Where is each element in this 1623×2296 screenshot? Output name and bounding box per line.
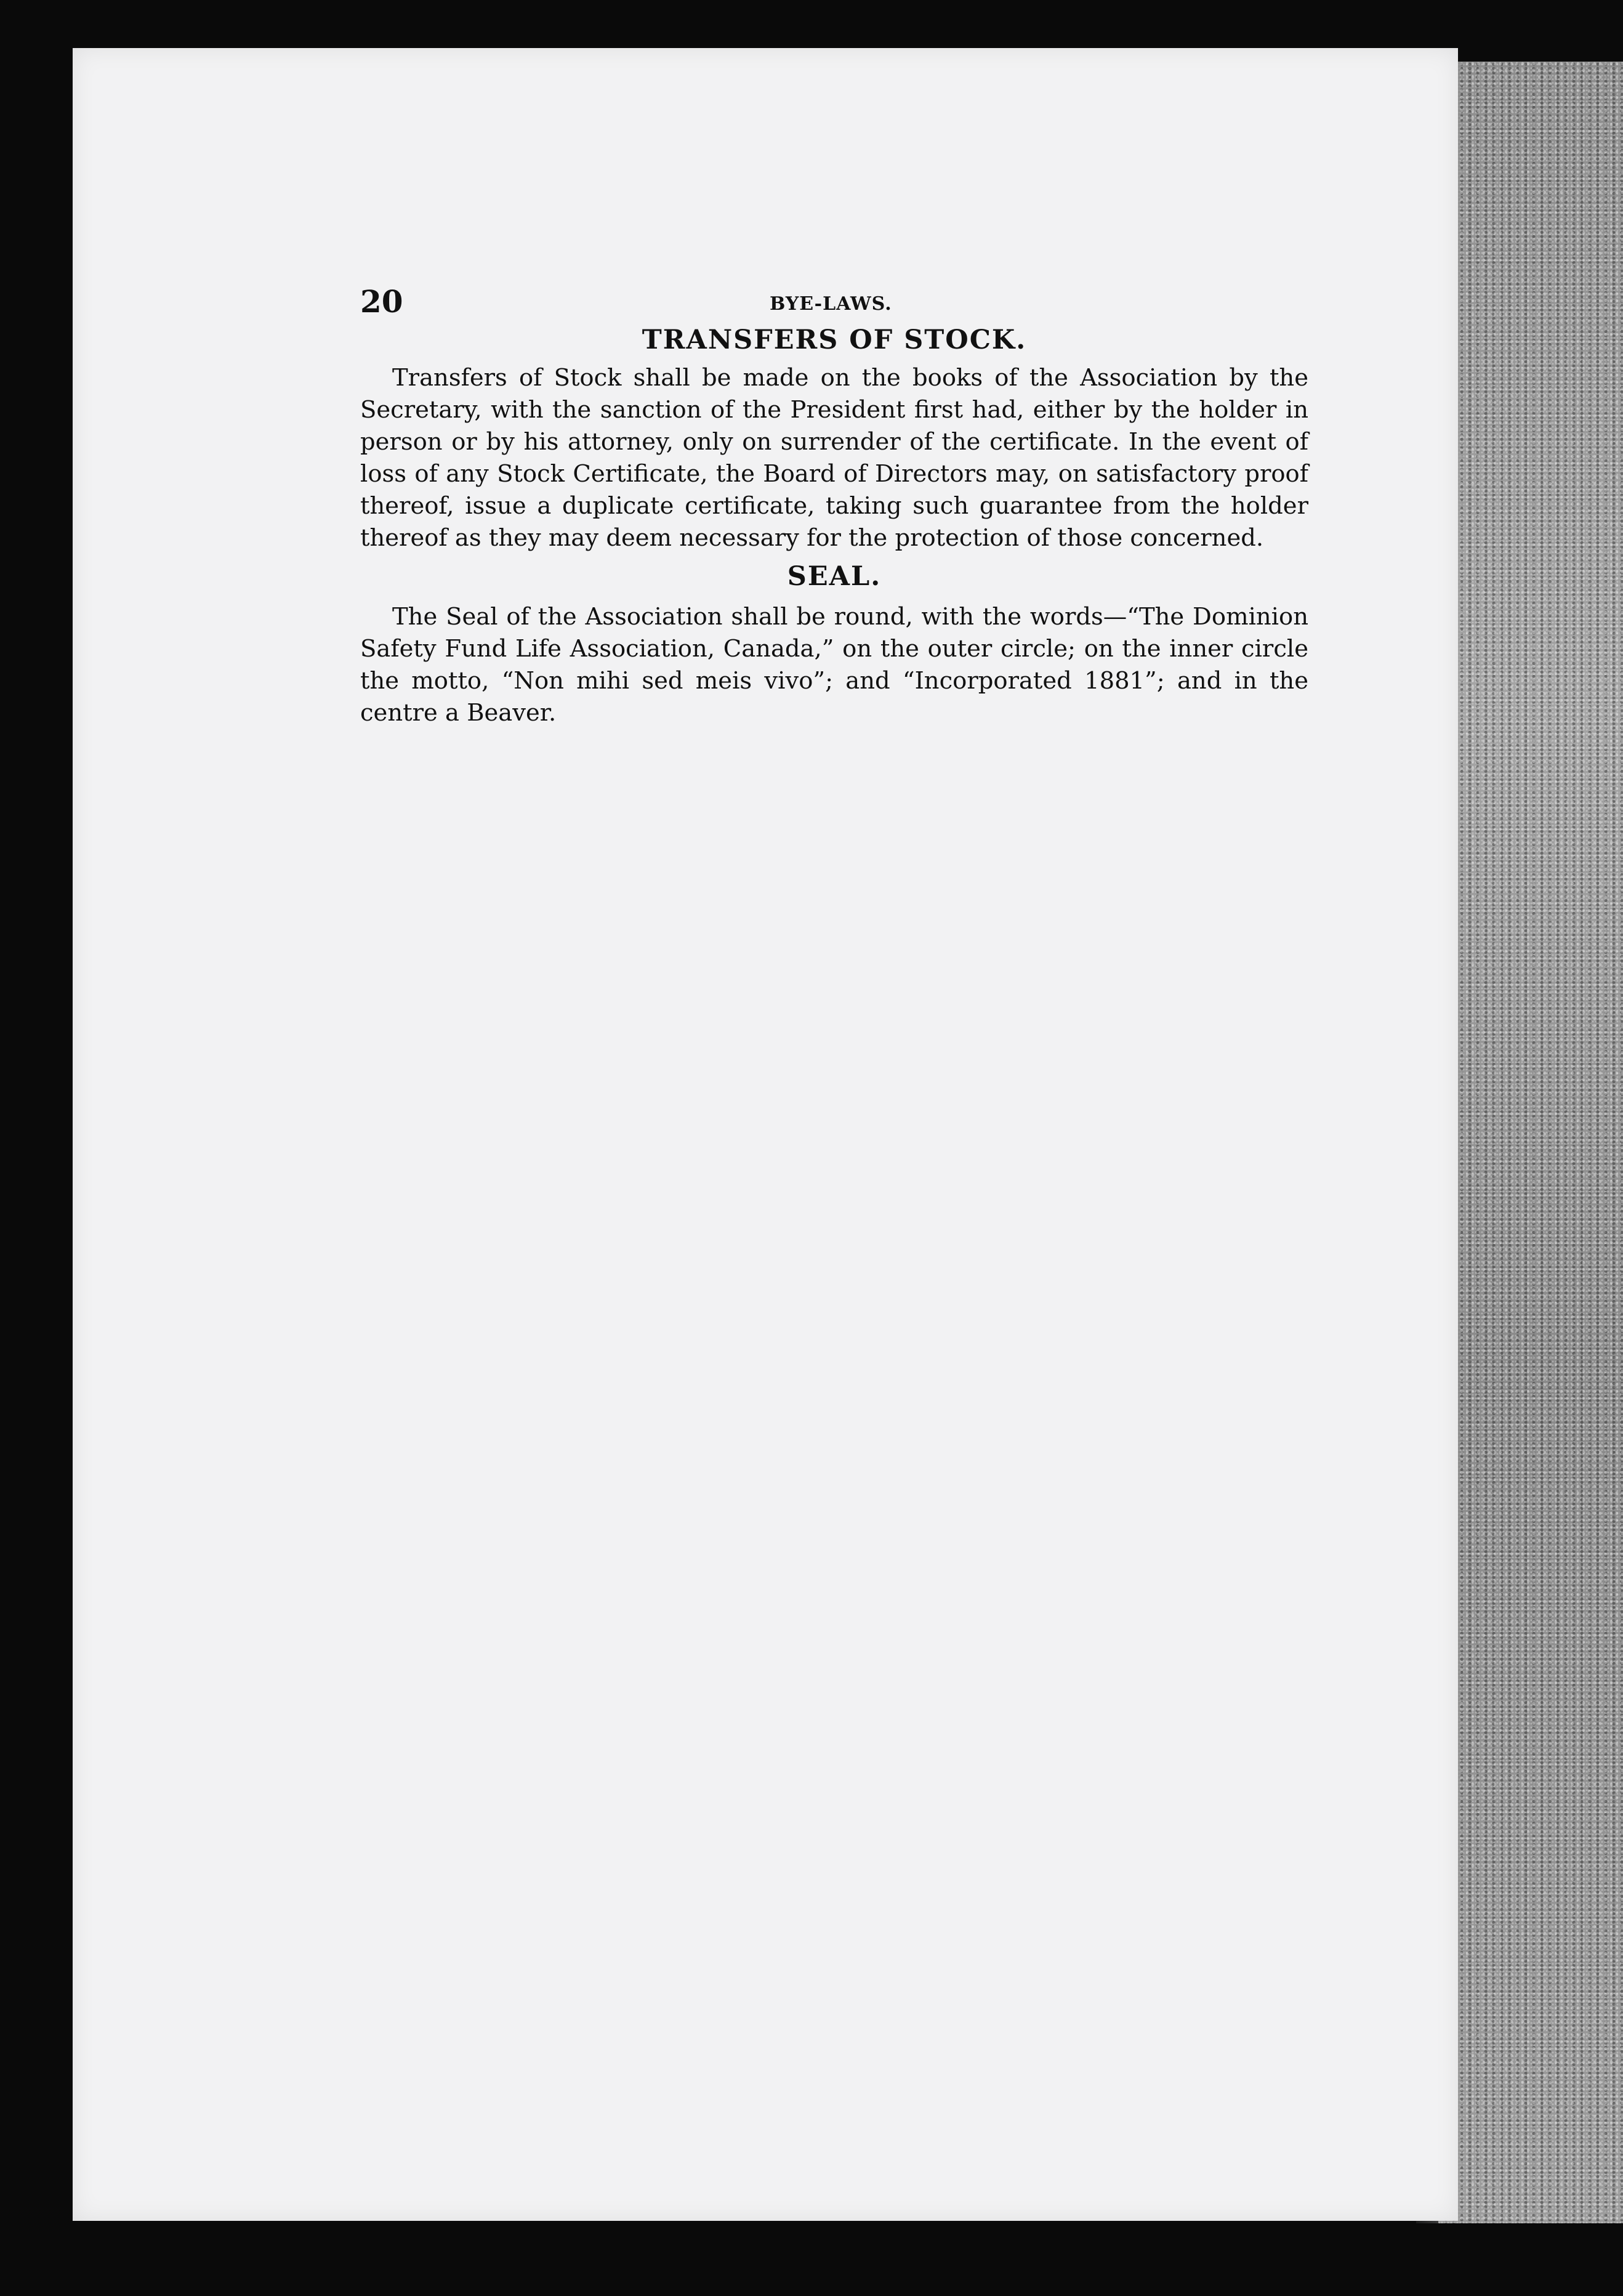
section-paragraph: The Seal of the Association shall be round, with the words—“The Dominion Safety Fund Life Association, Canada,” on the outer circle; on the inner circle the motto, “Non mihi sed meis vivo”; and “Incorporated 1881”; and in the centre a Beaver. [360, 603, 1308, 727]
section-paragraph: Transfers of Stock shall be made on the books of the Association by the Secretary, with the sanction of the President first had, either by the holder in person or by his attorney, only on surrender of the certificate. In the event of loss of any Stock Certificate, the Board of Directors may, on satisfactory proof thereof, issue a duplicate certificate, taking such guarantee from the holder thereof as they may deem necessary for the protection of those concerned. [360, 364, 1308, 552]
section-heading: SEAL. [787, 561, 882, 592]
running-title: BYE-LAWS. [770, 293, 892, 315]
section-transfers-of-stock [360, 323, 1308, 554]
section-heading: TRANSFERS OF STOCK. [642, 325, 1027, 355]
running-head [360, 285, 1308, 321]
page-number: 20 [360, 283, 403, 320]
section-seal [360, 559, 1308, 729]
page-text [360, 285, 1308, 729]
